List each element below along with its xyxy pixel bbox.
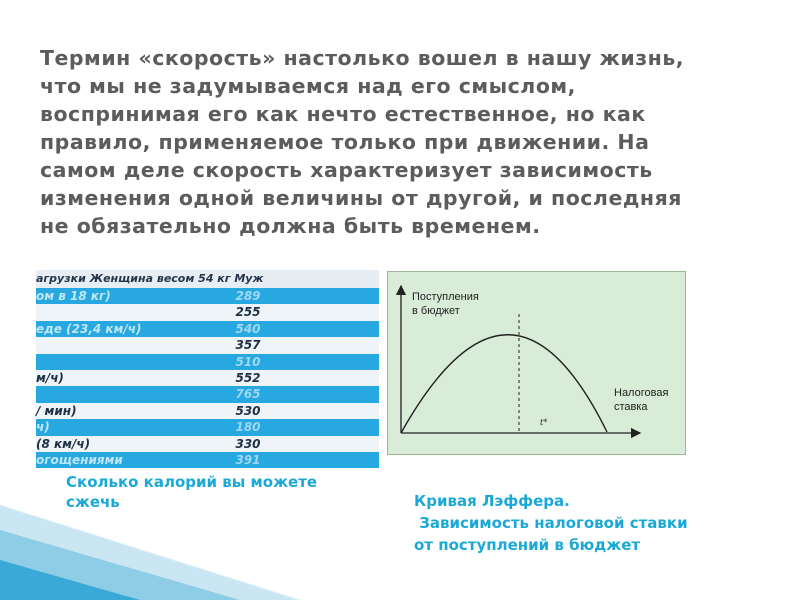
- table-row: [36, 288, 379, 304]
- table-caption: Сколько калорий вы можете сжечь: [66, 473, 318, 511]
- table-row-label: еде (23,4 км/ч): [36, 321, 142, 336]
- chart-caption-line: Кривая Лэффера.: [414, 492, 570, 510]
- slide-body-text: [40, 44, 780, 240]
- x-axis-label: Налоговая: [614, 387, 669, 399]
- chart-caption-line: от поступлений в бюджет: [414, 536, 641, 554]
- body-line: не обязательно должна быть временем.: [40, 214, 541, 238]
- table-row-label: / мин): [36, 403, 77, 418]
- table-row-label: м/ч): [36, 371, 64, 385]
- table-row: [36, 370, 379, 386]
- table-row-value: 765: [235, 387, 261, 402]
- y-axis-label: Поступления: [412, 291, 479, 303]
- table-row: [36, 354, 379, 370]
- table-row-value: 391: [235, 453, 261, 467]
- table-row: [36, 386, 379, 402]
- table-row: [36, 403, 379, 419]
- table-row-value: 530: [235, 403, 261, 418]
- table-row-value: 289: [235, 289, 261, 303]
- x-axis-label: ставка: [614, 401, 648, 413]
- table-row: [36, 436, 379, 452]
- table-row-value: 357: [235, 338, 261, 353]
- table-row: [36, 452, 379, 468]
- peak-label: t*: [540, 418, 548, 427]
- table-row: [36, 337, 379, 353]
- body-line: что мы не задумываемся над его смыслом,: [40, 74, 576, 98]
- table-row-value: 510: [235, 354, 261, 369]
- chart-caption-line: Зависимость налоговой ставки: [414, 514, 688, 532]
- table-row: [36, 321, 379, 337]
- body-line: самом деле скорость характеризует зависимость: [40, 158, 653, 182]
- y-axis-label: в бюджет: [412, 305, 460, 317]
- table-row-label: ом в 18 кг): [36, 289, 111, 303]
- calorie-table-image: [36, 270, 379, 467]
- table-row: [36, 304, 379, 320]
- table-row-label: огощениями: [36, 453, 123, 467]
- body-line: правило, применяемое только при движении. На: [40, 130, 650, 154]
- table-row-value: 540: [235, 321, 261, 336]
- table-row-value: 255: [235, 305, 261, 320]
- laffer-curve-chart: [387, 271, 686, 455]
- table-row-label: ч): [36, 420, 50, 435]
- laffer-curve-svg: [388, 272, 685, 454]
- laffer-curve: [401, 335, 607, 433]
- calorie-table-header: агрузки Женщина весом 54 кг Муж: [36, 270, 379, 288]
- body-line: воспринимая его как нечто естественное, но как: [40, 102, 646, 126]
- body-line: изменения одной величины от другой, и последняя: [40, 186, 682, 210]
- table-row-label: (8 км/ч): [36, 436, 91, 451]
- body-line: Термин «скорость» настолько вошел в нашу жизнь,: [40, 46, 685, 70]
- table-row: [36, 419, 379, 435]
- chart-caption: [414, 490, 784, 556]
- table-row-value: 330: [235, 436, 261, 451]
- table-row-value: 552: [235, 371, 261, 385]
- table-row-value: 180: [235, 420, 261, 435]
